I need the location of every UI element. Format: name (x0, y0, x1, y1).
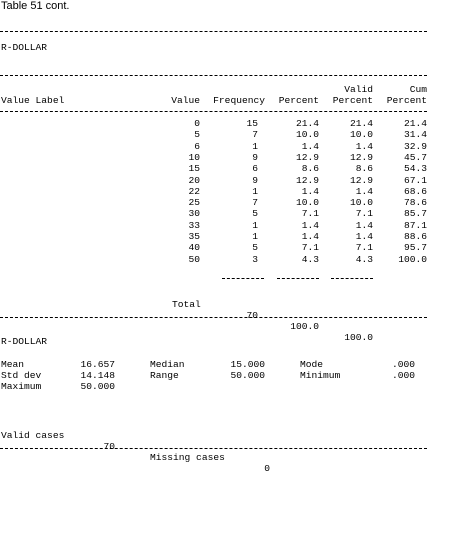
document-title: Table 51 cont. (1, 0, 70, 12)
cell-cum-percent: 100.0 (398, 253, 427, 265)
stat-median-value: 15.000 (230, 359, 265, 370)
frequency-table-body (0, 118, 455, 278)
cell-percent: 12.9 (295, 174, 319, 186)
cell-frequency: 5 (252, 242, 258, 254)
cell-percent: 1.4 (301, 219, 319, 231)
valid-cases-label: Valid cases (1, 430, 65, 441)
cell-cum-percent: 78.6 (403, 197, 427, 209)
total-divider-percent (277, 278, 319, 279)
cell-cum-percent: 31.4 (403, 129, 427, 141)
cell-value: 50 (188, 253, 200, 265)
cell-percent: 4.3 (301, 253, 319, 265)
variable-name: R-DOLLAR (1, 42, 48, 53)
table-row (0, 254, 455, 265)
stat-mean-label: Mean (1, 359, 25, 370)
cell-cum-percent: 87.1 (403, 219, 427, 231)
total-divider-frequency (222, 278, 264, 279)
cell-cum-percent: 32.9 (403, 140, 427, 152)
cell-percent: 7.1 (301, 208, 319, 220)
table-row (0, 141, 455, 152)
header-percent: Percent (278, 95, 319, 106)
table-row (0, 163, 455, 174)
cell-valid-percent: 12.9 (349, 174, 373, 186)
header-value-label: Value Label (1, 95, 65, 106)
stat-range-label: Range (150, 370, 179, 381)
cell-value: 0 (194, 118, 200, 129)
cell-value: 15 (188, 163, 200, 175)
stat-maximum-value: 50.000 (80, 381, 115, 392)
divider-top (0, 31, 427, 32)
cell-valid-percent: 1.4 (355, 140, 373, 152)
cell-value: 40 (188, 242, 200, 254)
cell-frequency: 7 (252, 129, 258, 141)
divider-header-bottom (0, 111, 427, 112)
stat-mode-label: Mode (300, 359, 324, 370)
header-cum-line2: Percent (386, 95, 427, 106)
cell-cum-percent: 88.6 (403, 231, 427, 242)
header-valid-line2: Percent (332, 95, 373, 106)
total-percent: 100.0 (290, 321, 319, 332)
cell-value: 20 (188, 174, 200, 186)
cell-percent: 1.4 (301, 140, 319, 152)
divider-stats-top (0, 317, 427, 318)
total-frequency: 70 (246, 310, 258, 321)
missing-cases-value: 0 (264, 463, 270, 474)
cell-percent: 21.4 (295, 118, 319, 129)
header-value: Value (171, 95, 200, 106)
cell-valid-percent: 7.1 (355, 208, 373, 220)
cell-valid-percent: 10.0 (349, 197, 373, 209)
cell-value: 30 (188, 208, 200, 220)
stat-std-dev-value: 14.148 (80, 370, 115, 381)
stat-maximum-label: Maximum (1, 381, 42, 392)
cell-valid-percent: 1.4 (355, 219, 373, 231)
cell-frequency: 6 (252, 163, 258, 175)
cell-cum-percent: 45.7 (403, 151, 427, 163)
stat-median-label: Median (150, 359, 185, 370)
total-label: Total (172, 299, 201, 310)
cell-valid-percent: 7.1 (355, 242, 373, 254)
table-row (0, 231, 455, 242)
cell-frequency: 1 (252, 140, 258, 152)
missing-cases-label: Missing cases (150, 452, 225, 463)
table-row (0, 208, 455, 219)
cell-frequency: 1 (252, 185, 258, 197)
header-cum-line1: Cum (409, 84, 427, 95)
cell-value: 22 (188, 185, 200, 197)
cell-frequency: 15 (246, 118, 258, 129)
stat-std-dev-label: Std dev (1, 370, 42, 381)
cell-cum-percent: 85.7 (403, 208, 427, 220)
cell-valid-percent: 21.4 (349, 118, 373, 129)
cell-value: 10 (188, 151, 200, 163)
total-valid-percent: 100.0 (344, 332, 373, 343)
stat-minimum-value: .000 (391, 370, 415, 381)
cell-percent: 10.0 (295, 129, 319, 141)
cell-value: 25 (188, 197, 200, 209)
cell-valid-percent: 1.4 (355, 231, 373, 242)
stat-range-value: 50.000 (230, 370, 265, 381)
cell-value: 35 (188, 231, 200, 242)
cell-frequency: 1 (252, 231, 258, 242)
divider-header-top (0, 75, 427, 76)
cell-cum-percent: 67.1 (403, 174, 427, 186)
header-frequency: Frequency (213, 95, 265, 106)
cell-frequency: 7 (252, 197, 258, 209)
table-row (0, 129, 455, 140)
stat-mean-value: 16.657 (80, 359, 115, 370)
cell-valid-percent: 10.0 (349, 129, 373, 141)
cell-frequency: 1 (252, 219, 258, 231)
table-header (0, 84, 455, 106)
cell-cum-percent: 95.7 (403, 242, 427, 254)
table-row (0, 175, 455, 186)
cell-percent: 12.9 (295, 151, 319, 163)
cell-valid-percent: 1.4 (355, 185, 373, 197)
stat-minimum-label: Minimum (300, 370, 341, 381)
cell-valid-percent: 12.9 (349, 151, 373, 163)
cell-cum-percent: 21.4 (403, 118, 427, 129)
cell-frequency: 5 (252, 208, 258, 220)
header-valid-line1: Valid (344, 84, 373, 95)
cell-value: 5 (194, 129, 200, 141)
cell-percent: 10.0 (295, 197, 319, 209)
table-row (0, 186, 455, 197)
total-divider-valid (331, 278, 373, 279)
cell-frequency: 9 (252, 174, 258, 186)
table-row (0, 242, 455, 253)
cell-percent: 8.6 (301, 163, 319, 175)
cell-percent: 7.1 (301, 242, 319, 254)
cell-valid-percent: 8.6 (355, 163, 373, 175)
valid-cases-value: 70 (103, 441, 115, 452)
stat-mode-value: .000 (391, 359, 415, 370)
table-row (0, 197, 455, 208)
divider-bottom (0, 448, 427, 449)
table-row (0, 118, 455, 129)
cell-percent: 1.4 (301, 185, 319, 197)
table-row (0, 152, 455, 163)
cases-row (0, 419, 455, 474)
cell-cum-percent: 54.3 (403, 163, 427, 175)
cell-valid-percent: 4.3 (355, 253, 373, 265)
stats-variable-name: R-DOLLAR (1, 336, 48, 347)
cell-percent: 1.4 (301, 231, 319, 242)
cell-frequency: 3 (252, 253, 258, 265)
table-row (0, 220, 455, 231)
statistics-block (0, 359, 455, 395)
cell-cum-percent: 68.6 (403, 185, 427, 197)
cell-value: 6 (194, 140, 200, 152)
cell-value: 33 (188, 219, 200, 231)
cell-frequency: 9 (252, 151, 258, 163)
